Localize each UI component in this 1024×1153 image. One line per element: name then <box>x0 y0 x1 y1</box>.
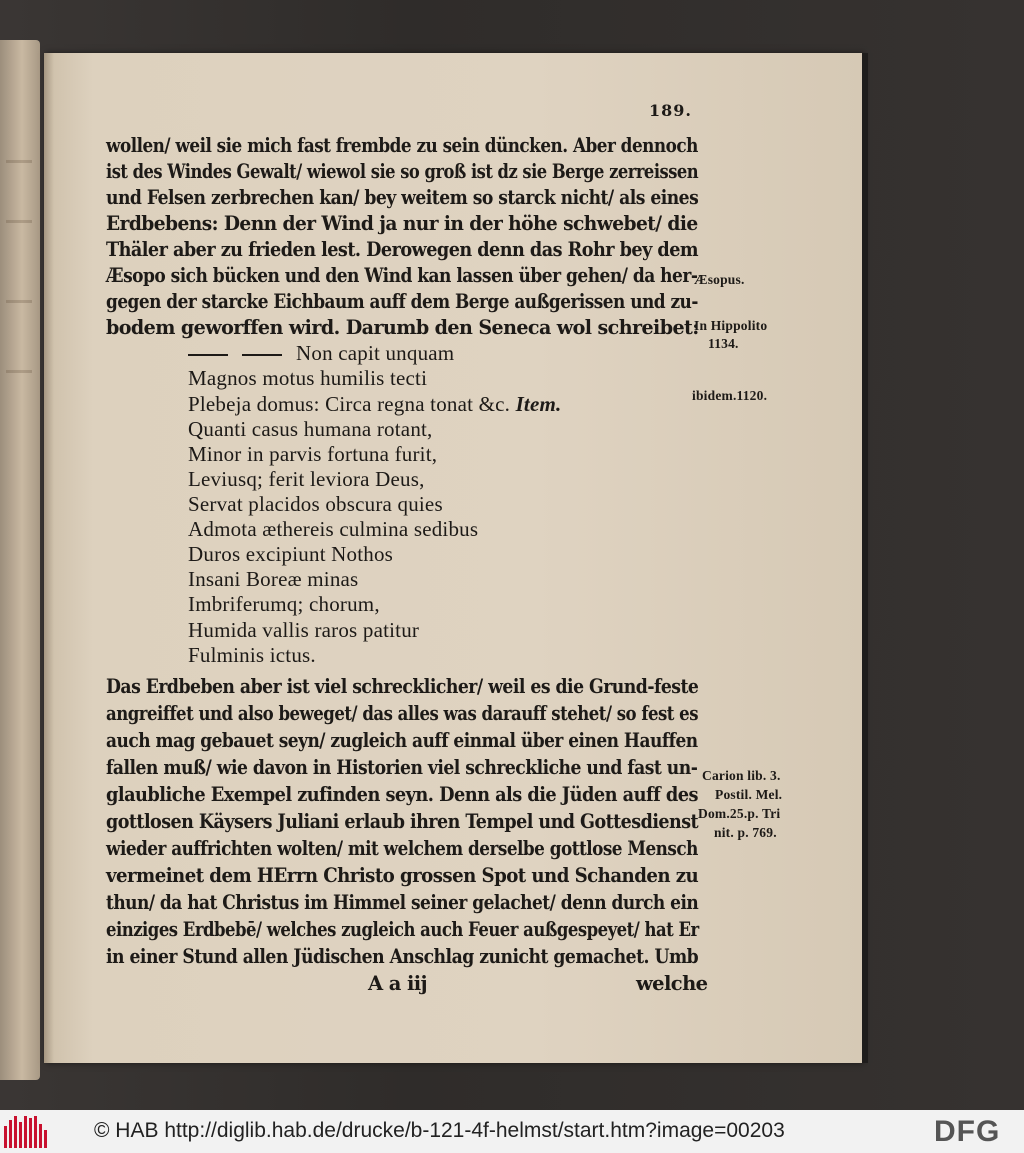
text-line: thun/ da hat Christus im Himmel seiner gelachet/ denn durch ein <box>106 891 699 914</box>
text-line: wollen/ weil sie mich fast frembde zu sein düncken. Aber dennoch <box>106 134 698 157</box>
text-line: einziges Erdbebē/ welches zugleich auch Feuer außgespeyet/ hat Er <box>106 918 699 941</box>
verse-dash <box>242 354 282 356</box>
page-edge <box>862 53 868 1063</box>
verse-text: Non capit unquam <box>296 341 455 365</box>
dfg-logo: DFG <box>934 1115 1001 1148</box>
text-line: vermeinet dem HErrn Christo grossen Spot und Schanden zu <box>106 864 699 887</box>
text-line: wieder auffrichten wolten/ mit welchem derselbe gottlose Mensch <box>106 837 698 860</box>
verse-line: Humida vallis raros patitur <box>188 618 420 642</box>
text-line: auch mag gebauet seyn/ zugleich auff einmal über einen Hauffen <box>106 729 698 752</box>
verse-line: Leviusq; ferit leviora Deus, <box>188 467 425 491</box>
margin-note: Dom.25.p. Tri <box>698 806 781 821</box>
margin-note: 1134. <box>708 336 739 351</box>
page-gutter-shadow <box>44 53 54 1063</box>
text-line: bodem geworffen wird. Darumb den Seneca wol schreibet: <box>106 316 699 339</box>
verse-line <box>188 341 454 366</box>
text-line: Das Erdbeben aber ist viel schrecklicher/ weil es die Grund-feste <box>106 675 699 698</box>
text-line: gegen der starcke Eichbaum auff dem Berge außgerissen und zu- <box>106 290 698 313</box>
verse-dash <box>188 354 228 356</box>
verse-line: Imbriferumq; chorum, <box>188 592 380 616</box>
verse-line <box>188 392 561 417</box>
signature-mark: A a iij <box>368 972 428 995</box>
text-line: Erdbebens: Denn der Wind ja nur in der höhe schwebet/ die <box>106 212 698 235</box>
text-line: und Felsen zerbrechen kan/ bey weitem so starck nicht/ als eines <box>106 186 699 209</box>
source-link[interactable]: © HAB http://diglib.hab.de/drucke/b-121-4f-helmst/start.htm?image=00203 <box>94 1119 785 1142</box>
margin-note: Postil. Mel. <box>715 787 783 802</box>
margin-note: In Hippolito <box>694 318 768 333</box>
verse-line: Minor in parvis fortuna furit, <box>188 442 438 466</box>
margin-note: Æsopus. <box>694 272 745 287</box>
text-line: gottlosen Käysers Juliani erlaub ihren Tempel und Gottesdienst <box>106 810 699 833</box>
text-line: ist des Windes Gewalt/ wiewol sie so groß ist dz sie Berge zerreissen <box>106 160 699 183</box>
hab-logo-icon <box>4 1116 48 1148</box>
verse-line: Magnos motus humilis tecti <box>188 366 428 390</box>
adjacent-page-edge <box>0 40 40 1080</box>
catchword: welche <box>636 972 708 995</box>
margin-note: nit. p. 769. <box>714 825 777 840</box>
text-line: fallen muß/ wie davon in Historien viel schreckliche und fast un- <box>106 756 698 779</box>
verse-line: Admota æthereis culmina sedibus <box>188 517 479 541</box>
verse-item: Item. <box>515 392 562 416</box>
verse-text: Plebeja domus: Circa regna tonat &c. <box>188 392 511 416</box>
text-line: Thäler aber zu frieden lest. Derowegen denn das Rohr bey dem <box>106 238 699 261</box>
verse-line: Insani Boreæ minas <box>188 567 359 591</box>
verse-line: Quanti casus humana rotant, <box>188 417 433 441</box>
viewer-footer <box>0 1110 1024 1153</box>
margin-note: Carion lib. 3. <box>702 768 781 783</box>
text-line: Æsopo sich bücken und den Wind kan lassen über gehen/ da her- <box>106 264 698 287</box>
text-line: glaubliche Exempel zufinden seyn. Denn als die Jüden auff des <box>106 783 698 806</box>
verse-line: Servat placidos obscura quies <box>188 492 443 516</box>
text-line: angreiffet und also beweget/ das alles was darauff stehet/ so fest es <box>106 702 699 725</box>
margin-note: ibidem.1120. <box>692 388 768 403</box>
text-line: in einer Stund allen Jüdischen Anschlag zunicht gemachet. Umb <box>106 945 699 968</box>
verse-line: Fulminis ictus. <box>188 643 316 667</box>
page-number: 189. <box>649 101 692 120</box>
verse-line: Duros excipiunt Nothos <box>188 542 394 566</box>
